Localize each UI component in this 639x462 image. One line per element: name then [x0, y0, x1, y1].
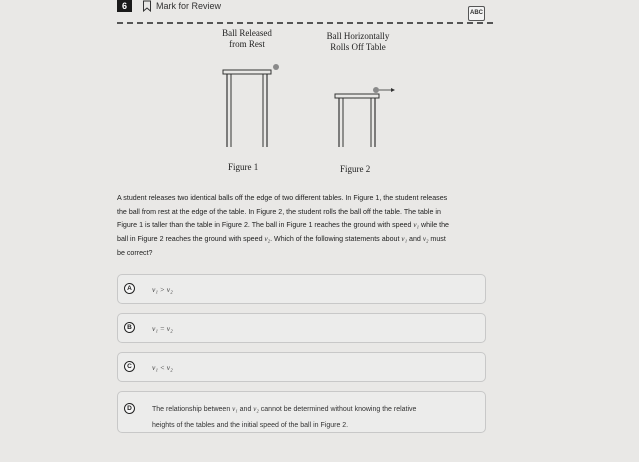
- variable-v1: v₁: [232, 405, 238, 413]
- variable-v1: v₁: [401, 235, 408, 244]
- bookmark-icon: [142, 0, 152, 12]
- passage-line-2: the ball from rest at the edge of the table. In Figure 2, the student rolls the ball off the table. The table in: [117, 207, 441, 216]
- figure-1-title-line-2: from Rest: [229, 39, 265, 49]
- passage-text: and: [407, 235, 423, 244]
- option-d-line-2: heights of the tables and the initial speed of the ball in Figure 2.: [152, 422, 349, 429]
- passage-line-3: [117, 219, 492, 233]
- answer-option-b[interactable]: [117, 313, 486, 343]
- answer-eliminator-button[interactable]: ABC: [468, 6, 485, 21]
- option-a-letter: A: [124, 283, 135, 294]
- option-d-letter: D: [124, 403, 135, 414]
- option-d-text-part: The relationship between: [152, 406, 233, 413]
- figure-1-caption: Figure 1: [228, 162, 259, 172]
- variable-v1: v₁: [413, 221, 420, 230]
- figure-2-ball: [373, 87, 379, 93]
- figure-1-title: [205, 28, 289, 50]
- mark-for-review-label: Mark for Review: [156, 1, 222, 11]
- answer-option-c[interactable]: [117, 352, 486, 382]
- passage-line-5: be correct?: [117, 248, 153, 257]
- passage-line-1: A student releases two identical balls off the edge of two different tables. In Figure 1, the student releases: [117, 194, 448, 202]
- question-number: 6: [117, 0, 132, 12]
- figure-1-title-line-1: Ball Released: [222, 28, 272, 38]
- variable-v2: v₂: [253, 405, 259, 413]
- option-d-text-part: cannot be determined without knowing the relative: [258, 406, 417, 413]
- figure-2-title-line-2: Rolls Off Table: [330, 42, 386, 52]
- figure-1-ball: [273, 64, 279, 70]
- figure-1-table: [223, 70, 271, 147]
- passage-text: while the: [419, 221, 449, 230]
- option-d-text-part: and: [237, 406, 254, 413]
- passage-text: . Which of the following statements about: [270, 235, 402, 244]
- velocity-arrow: [379, 88, 395, 92]
- option-b-text: v₁ = v₂: [152, 324, 173, 333]
- answer-option-a[interactable]: [117, 274, 486, 304]
- figure-2-title: [312, 31, 404, 53]
- question-passage: [117, 192, 492, 261]
- figure-2-caption: Figure 2: [340, 164, 371, 174]
- option-c-text: v₁ < v₂: [152, 363, 173, 372]
- passage-text: Figure 1 is taller than the table in Figure 2. The ball in Figure 1 reaches the ground with speed: [117, 221, 414, 230]
- passage-line-4: [117, 233, 492, 247]
- option-a-text: v₁ > v₂: [152, 285, 173, 294]
- header-divider: [117, 22, 493, 24]
- figure-2-title-line-1: Ball Horizontally: [326, 31, 390, 41]
- figure-2-table: [335, 94, 379, 147]
- passage-text: ball in Figure 2 reaches the ground with speed: [117, 235, 265, 244]
- option-b-letter: B: [124, 322, 135, 333]
- variable-v2: v₂: [422, 235, 429, 244]
- figures-diagram: [215, 58, 405, 154]
- option-c-letter: C: [124, 361, 135, 372]
- passage-text: must: [428, 235, 446, 244]
- answer-option-d[interactable]: [117, 391, 486, 433]
- option-d-text: [152, 401, 416, 434]
- mark-for-review-toggle[interactable]: [142, 0, 221, 12]
- variable-v2: v₂: [264, 235, 271, 244]
- option-d-line-1: [152, 401, 416, 418]
